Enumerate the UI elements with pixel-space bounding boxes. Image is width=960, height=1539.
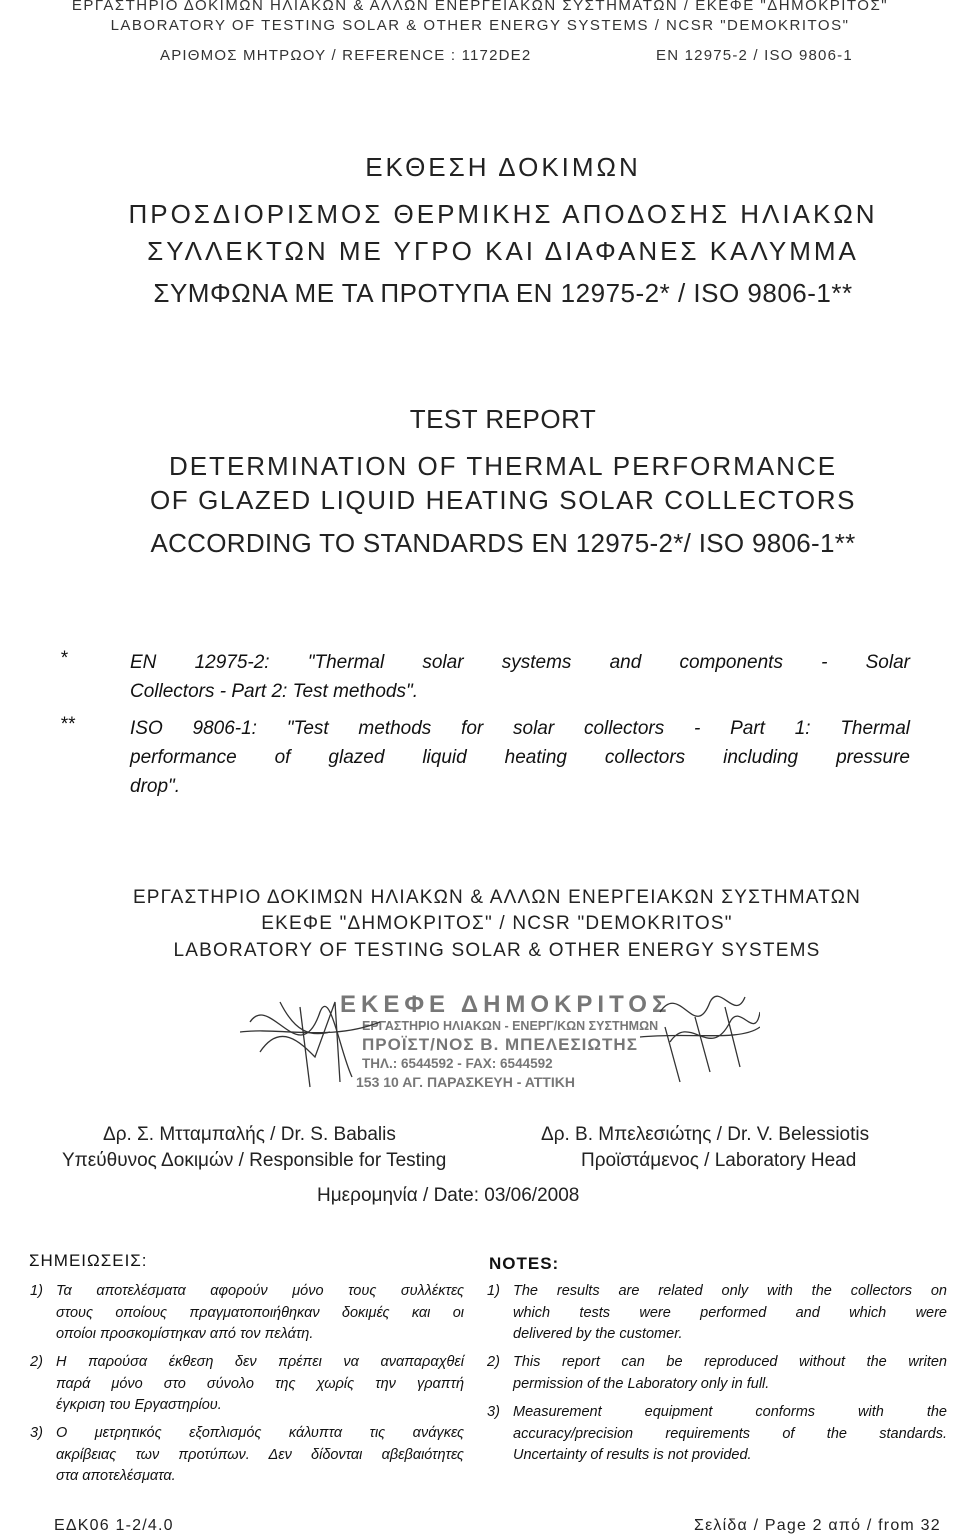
form-code: ΕΔΚ06 1-2/4.0 — [54, 1517, 174, 1534]
standard-text-line: drop". — [130, 776, 181, 797]
note-english-3: 3) Measurement equipment conforms with the accuracy/precision requirements of the standards. Uncertainty of results is not provided. — [487, 1404, 947, 1463]
lab-name-english: LABORATORY OF TESTING SOLAR & OTHER ENERGY SYSTEMS — [173, 940, 821, 961]
notes-english-heading: NOTES: — [489, 1254, 560, 1273]
greek-title-3: ΣΥΛΛΕΚΤΩΝ ΜΕ ΥΓΡΟ ΚΑΙ ΔΙΑΦΑΝΕΣ ΚΑΛΥΜΜΑ — [147, 236, 859, 266]
standard-ref-en12975 — [60, 648, 910, 706]
signatory-left-role: Υπεύθυνος Δοκιμών / Responsible for Testing — [62, 1150, 447, 1171]
signatory-left-name: Δρ. Σ. Μτταμπαλής / Dr. S. Babalis — [103, 1124, 396, 1145]
note-english-2: 2) This report can be reproduced without the writen permission of the Laboratory only in full. — [487, 1354, 947, 1392]
lab-stamp — [240, 982, 760, 1094]
lab-name-greek: ΕΡΓΑΣΤΗΡΙΟ ΔΟΚΙΜΩΝ ΗΛΙΑΚΩΝ & ΑΛΛΩΝ ΕΝΕΡΓΕΙΑΚΩΝ ΣΥΣΤΗΜΑΤΩΝ — [132, 887, 862, 908]
standard-text-line: ISO 9806-1: "Test methods for solar collectors - Part 1: Thermal — [130, 718, 910, 739]
english-title-1: TEST REPORT — [409, 404, 597, 434]
signatory-right-name: Δρ. Β. Μπελεσιώτης / Dr. V. Belessiotis — [541, 1124, 870, 1145]
header-lab-english: LABORATORY OF TESTING SOLAR & OTHER ENERGY SYSTEMS / NCSR "DEMOKRITOS" — [110, 17, 850, 34]
header-standard: EN 12975-2 / ISO 9806-1 — [656, 47, 853, 64]
reference-number: ΑΡΙΘΜΟΣ ΜΗΤΡΩΟΥ / REFERENCE : 1172DE2 — [160, 47, 532, 64]
stamp-line: ΤΗΛ.: 6544592 - FAX: 6544592 — [362, 1056, 553, 1071]
lab-ncsr: ΕΚΕΦΕ "ΔΗΜΟΚΡΙΤΟΣ" / NCSR "DEMOKRITOS" — [261, 913, 733, 934]
english-title-4: ACCORDING TO STANDARDS EN 12975-2*/ ISO 9806-1** — [150, 528, 856, 558]
standard-text-line: EN 12975-2: "Thermal solar systems and components - Solar — [130, 652, 910, 673]
stamp-line: 153 10 ΑΓ. ΠΑΡΑΣΚΕΥΗ - ΑΤΤΙΚΗ — [356, 1074, 575, 1090]
signatory-right-role: Προϊστάμενος / Laboratory Head — [581, 1150, 857, 1171]
note-english-1: 1) The results are related only with the collectors on which tests were performed and which were delivered by the customer. — [487, 1283, 947, 1342]
page-number: Σελίδα / Page 2 από / from 32 — [694, 1517, 941, 1534]
note-greek-1: 1) Τα αποτελέσματα αφορούν μόνο τους συλλέκτες στους οποίους πραγματοποιήθηκαν δοκιμές και οι οποίοι προσκομίστηκαν από τον πελάτη. — [30, 1283, 464, 1342]
footnote-mark: ** — [60, 714, 75, 735]
note-greek-3: 3) Ο μετρητικός εξοπλισμός κάλυπτα τις ανάγκες ακρίβειας των προτύπων. Δεν δίδονται αβεβαιότητες στα αποτελέσματα. — [30, 1425, 464, 1484]
greek-title-4: ΣΥΜΦΩΝΑ ΜΕ ΤΑ ΠΡΟΤΥΠΑ EN 12975-2* / ISO 9806-1** — [153, 278, 853, 308]
greek-title-2: ΠΡΟΣΔΙΟΡΙΣΜΟΣ ΘΕΡΜΙΚΗΣ ΑΠΟΔΟΣΗΣ ΗΛΙΑΚΩΝ — [128, 199, 878, 229]
standard-ref-iso9806 — [60, 714, 910, 801]
stamp-line: ΕΡΓΑΣΤΗΡΙΟ ΗΛΙΑΚΩΝ - ΕΝΕΡΓ/ΚΩΝ ΣΥΣΤΗΜΩΝ — [362, 1019, 659, 1033]
footnote-mark: * — [60, 648, 68, 669]
stamp-line: ΠΡΟΪΣΤ/ΝΟΣ Β. ΜΠΕΛΕΣΙΩΤΗΣ — [362, 1035, 638, 1054]
notes-greek-heading: ΣΗΜΕΙΩΣΕΙΣ: — [29, 1251, 148, 1270]
english-title-2: DETERMINATION OF THERMAL PERFORMANCE — [168, 451, 838, 481]
report-date: Ημερομηνία / Date: 03/06/2008 — [317, 1185, 580, 1206]
english-title-3: OF GLAZED LIQUID HEATING SOLAR COLLECTORS — [149, 485, 857, 515]
header-lab-greek: ΕΡΓΑΣΤΗΡΙΟ ΔΟΚΙΜΩΝ ΗΛΙΑΚΩΝ & ΑΛΛΩΝ ΕΝΕΡΓΕΙΑΚΩΝ ΣΥΣΤΗΜΑΤΩΝ / ΕΚΕΦΕ "ΔΗΜΟΚΡΙΤΟΣ" — [71, 0, 889, 14]
stamp-line: ΕΚΕΦΕ ΔΗΜΟΚΡΙΤΟΣ — [340, 991, 672, 1018]
greek-title-1: ΕΚΘΕΣΗ ΔΟΚΙΜΩΝ — [365, 152, 641, 182]
note-greek-2: 2) Η παρούσα έκθεση δεν πρέπει να αναπαραχθεί παρά μόνο στο σύνολο της χωρίς την γραπτή έγκριση του Εργαστηρίου. — [30, 1354, 464, 1413]
standard-text-line: performance of glazed liquid heating collectors including pressure — [130, 747, 910, 768]
standard-text-line: Collectors - Part 2: Test methods". — [130, 681, 418, 702]
